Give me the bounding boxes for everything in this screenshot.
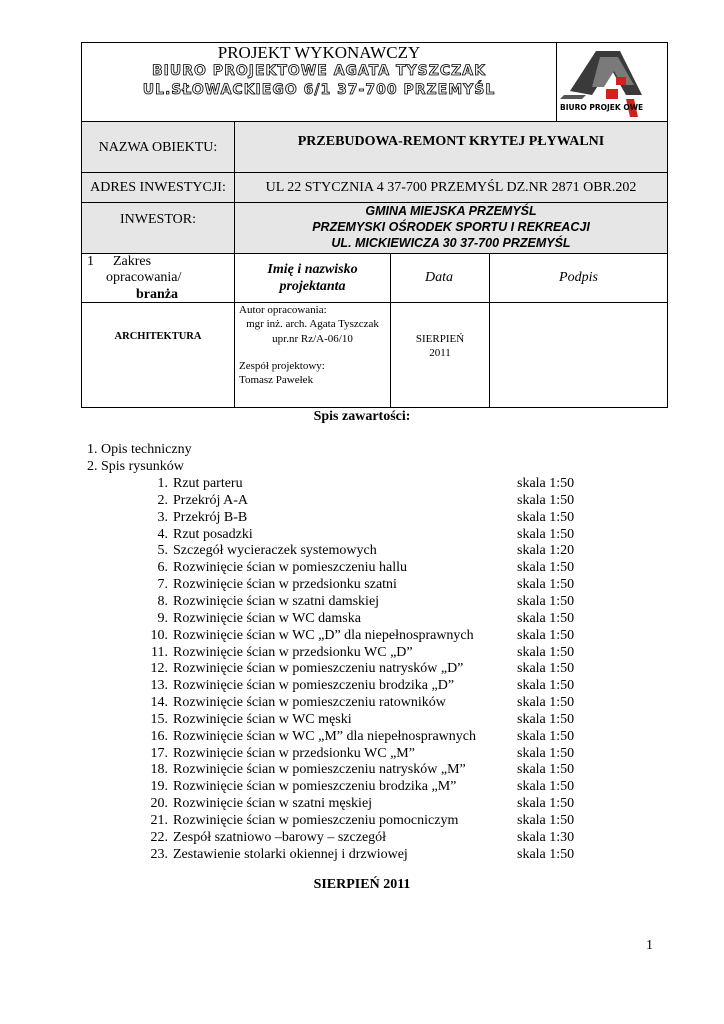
investor-line-1: GMINA MIEJSKA PRZEMYŚL [365,204,537,218]
address-label: ADRES INWESTYCJI: [90,179,226,195]
toc-section-1: 1. Opis techniczny [87,442,192,457]
author-license: upr.nr Rz/A-06/10 [272,333,353,345]
author-name: mgr inż. arch. Agata Tyszczak [246,318,379,330]
name-header-cell [234,253,391,303]
drawing-number: 19. [150,779,168,795]
drawing-scale: skala 1:50 [517,593,575,609]
list-item [0,526,724,543]
drawing-scale: skala 1:50 [517,610,575,626]
date-month: SIERPIEŃ [415,333,465,345]
object-value: PRZEBUDOWA-REMONT KRYTEJ PŁYWALNI [297,134,605,149]
list-item [0,694,724,711]
drawing-number: 6. [157,560,168,576]
drawing-name: Rozwinięcie ścian w WC męski [173,711,352,727]
drawing-scale: skala 1:50 [517,526,575,542]
document-date: SIERPIEŃ 2011 [313,877,411,892]
list-item [0,745,724,762]
drawing-scale: skala 1:50 [517,745,575,761]
drawing-number: 2. [157,492,168,508]
signature-cell [489,302,668,408]
list-item [0,627,724,644]
drawing-number: 15. [150,711,168,727]
drawing-scale: skala 1:50 [517,695,575,711]
list-item [0,559,724,576]
drawing-name: Rzut posadzki [173,526,253,542]
date-year: 2011 [429,347,451,359]
investor-label: INWESTOR: [120,212,196,227]
list-item [0,576,724,593]
drawing-name: Rozwinięcie ścian w szatni męskiej [173,796,373,812]
investor-line-2: PRZEMYSKI OŚRODEK SPORTU I REKREACJI [312,220,590,234]
drawing-name: Rozwinięcie ścian w pomieszczeniu brodzika „M” [173,779,457,795]
drawing-name: Rozwinięcie ścian w przedsionku szatni [173,577,397,593]
drawing-number: 1. [157,476,168,491]
drawing-name: Rozwinięcie ścian w WC damska [173,610,361,626]
investor-line-3: UL. MICKIEWICZA 30 37-700 PRZEMYŚL [331,236,571,250]
address-value: UL 22 STYCZNIA 4 37-700 PRZEMYŚL DZ.NR 2871 OBR.202 [265,179,637,195]
discipline-name: ARCHITEKTURA [114,331,202,342]
list-item [0,475,724,492]
list-item [0,728,724,745]
drawing-name: Rozwinięcie ścian w pomieszczeniu natrysków „M” [173,762,466,778]
logo-text: BIURO PROJEK OWE [560,103,644,112]
drawing-scale: skala 1:50 [517,846,575,862]
list-item [0,846,724,863]
col-name-1: Imię i nazwisko [267,262,358,277]
drawing-scale: skala 1:50 [517,813,575,828]
drawing-name: Rozwinięcie ścian w pomieszczeniu natrysków „D” [173,661,464,677]
drawing-scale: skala 1:50 [517,661,575,677]
drawing-number: 18. [150,762,168,778]
drawing-name: Zestawienie stolarki okiennej i drzwiowej [173,846,408,862]
drawing-name: Rozwinięcie ścian w pomieszczeniu ratowników [173,695,446,711]
drawing-scale: skala 1:50 [517,779,575,795]
list-item [0,711,724,728]
drawing-number: 12. [150,661,168,677]
drawing-scale: skala 1:20 [517,543,575,559]
drawing-number: 4. [157,526,168,542]
drawing-name: Rozwinięcie ścian w przedsionku WC „M” [173,745,415,761]
drawing-scale: skala 1:50 [517,644,575,660]
drawing-scale: skala 1:50 [517,509,575,525]
col-date: Data [425,270,453,285]
list-item [0,761,724,778]
drawing-scale: skala 1:50 [517,762,575,778]
col-index: 1 [87,254,94,269]
drawing-name: Rzut parteru [173,476,243,491]
drawing-number: 8. [157,593,168,609]
list-item [0,593,724,610]
drawing-scale: skala 1:50 [517,711,575,727]
drawing-number: 13. [150,678,168,694]
drawing-name: Rozwinięcie ścian w WC „M” dla niepełnosprawnych [173,728,476,744]
drawing-number: 9. [157,610,168,626]
list-item [0,829,724,846]
col-scope-3: branża [136,287,178,302]
list-item [0,610,724,627]
drawing-number: 7. [157,577,168,593]
list-item [0,778,724,795]
office-address: UL.SŁOWACKIEGO 6/1 37-700 PRZEMYŚL [142,82,496,98]
drawing-number: 22. [150,829,168,845]
drawing-scale: skala 1:50 [517,796,575,812]
drawing-name: Zespół szatniowo –barowy – szczegół [173,829,387,845]
team-member: Tomasz Pawełek [239,374,314,386]
object-label: NAZWA OBIEKTU: [98,140,218,155]
toc-title: Spis zawartości: [313,409,411,424]
drawing-number: 20. [150,796,168,812]
list-item [0,812,724,829]
drawing-name: Rozwinięcie ścian w przedsionku WC „D” [173,644,413,660]
drawing-name: Rozwinięcie ścian w WC „D” dla niepełnosprawnych [173,627,474,643]
team-label: Zespół projektowy: [239,360,325,372]
drawing-name: Rozwinięcie ścian w pomieszczeniu brodzika „D” [173,678,455,694]
author-label: Autor opracowania: [239,304,327,316]
drawing-name: Przekrój A-A [173,492,249,508]
list-item [0,677,724,694]
drawing-number: 11. [151,644,168,660]
drawing-name: Rozwinięcie ścian w pomieszczeniu hallu [173,560,408,576]
list-item [0,492,724,509]
drawing-name: Szczegół wycieraczek systemowych [173,543,377,559]
investor-label-cell [81,202,235,254]
drawing-number: 3. [157,509,168,525]
drawing-number: 21. [150,813,168,828]
office-name: BIURO PROJEKTOWE AGATA TYSZCZAK [152,63,486,79]
list-item [0,660,724,677]
drawing-number: 16. [150,728,168,744]
col-scope-1: Zakres [113,254,152,269]
drawing-name: Rozwinięcie ścian w pomieszczeniu pomocniczym [173,813,459,828]
list-item [0,644,724,661]
toc-section-2: 2. Spis rysunków [87,459,184,474]
drawing-scale: skala 1:30 [517,829,575,845]
drawing-number: 17. [150,745,168,761]
col-name-2: projektanta [279,279,346,294]
drawing-number: 14. [150,695,168,711]
drawing-scale: skala 1:50 [517,627,575,643]
page-title: PROJEKT WYKONAWCZY [217,43,421,62]
list-item [0,509,724,526]
col-scope-2: opracowania/ [106,270,182,285]
drawing-number: 10. [150,627,168,643]
office-logo [556,43,667,120]
drawing-number: 23. [150,846,168,862]
list-item [0,542,724,559]
drawing-scale: skala 1:50 [517,560,575,576]
drawing-scale: skala 1:50 [517,728,575,744]
discipline-cell [81,302,235,408]
drawing-name: Przekrój B-B [173,509,248,525]
page-number: 1 [646,938,653,953]
drawing-scale: skala 1:50 [517,476,575,491]
drawing-number: 5. [157,543,168,559]
drawing-name: Rozwinięcie ścian w szatni damskiej [173,593,380,609]
col-signature: Podpis [559,270,598,285]
list-item [0,795,724,812]
drawing-scale: skala 1:50 [517,492,575,508]
drawing-scale: skala 1:50 [517,577,575,593]
drawing-scale: skala 1:50 [517,678,575,694]
